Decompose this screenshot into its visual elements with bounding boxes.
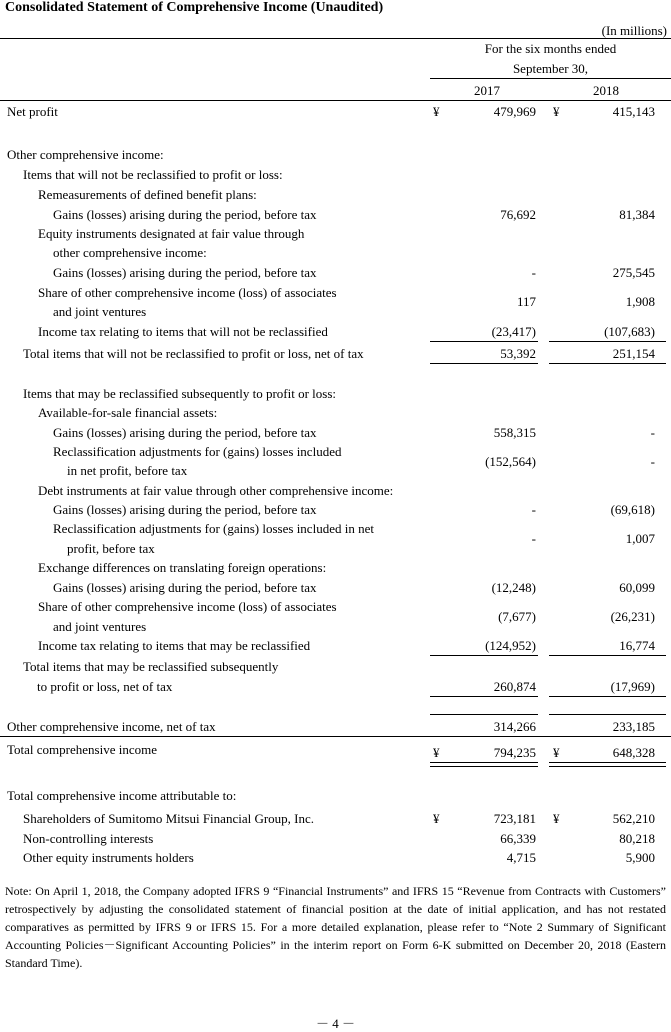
title-rule	[0, 38, 671, 39]
afs-reclass-label1: Reclassification adjustments for (gains) losses included	[53, 444, 342, 459]
fx-gains-label: Gains (losses) arising during the period, before tax	[53, 580, 317, 595]
debt-gains-label: Gains (losses) arising during the period, before tax	[53, 502, 317, 517]
total-may-2017: 260,874	[493, 679, 536, 694]
statement-title: Consolidated Statement of Comprehensive Income (Unaudited)	[5, 0, 384, 15]
income-tax-may-2018: 16,774	[619, 638, 655, 653]
remeasure-heading: Remeasurements of defined benefit plans:	[38, 187, 257, 202]
nci-label: Non-controlling interests	[23, 831, 154, 846]
net-profit-2018: 415,143	[612, 104, 655, 119]
afs-gains-label: Gains (losses) arising during the period, before tax	[53, 425, 317, 440]
equity-heading-2: other comprehensive income:	[53, 245, 207, 260]
debt-gains-2017: -	[531, 502, 536, 517]
subtotal-rule	[430, 655, 538, 656]
header-bottom-rule	[0, 100, 671, 101]
remeasure-gains-label: Gains (losses) arising during the period, before tax	[53, 207, 317, 222]
debt-reclass-label2: profit, before tax	[67, 541, 155, 556]
period-header-rule	[430, 78, 671, 79]
total-rule	[549, 696, 666, 697]
afs-gains-2017: 558,315	[493, 425, 536, 440]
period-header-line2: September 30,	[512, 61, 589, 76]
subtotal-rule	[549, 655, 666, 656]
not-reclass-heading: Items that will not be reclassified to profit or loss:	[23, 167, 283, 182]
total-ci-2018: 648,328	[612, 745, 655, 760]
year-2018-header: 2018	[593, 83, 619, 98]
debt-reclass-2018: 1,007	[625, 531, 655, 546]
share-assoc-2-label1: Share of other comprehensive income (loss) of associates	[38, 599, 337, 614]
afs-reclass-label2: in net profit, before tax	[67, 463, 188, 478]
shareholders-label: Shareholders of Sumitomo Mitsui Financial Group, Inc.	[23, 811, 315, 826]
yen-symbol: ¥	[433, 811, 440, 826]
nci-2018: 80,218	[619, 831, 655, 846]
afs-reclass-2018: -	[650, 454, 655, 469]
yen-symbol: ¥	[553, 745, 560, 760]
afs-reclass-2017: (152,564)	[485, 454, 536, 469]
net-profit-label: Net profit	[7, 104, 58, 119]
section-rule	[0, 736, 671, 737]
income-tax-may-label: Income tax relating to items that may be reclassified	[38, 638, 311, 653]
oci-net-label: Other comprehensive income, net of tax	[7, 719, 216, 734]
remeasure-gains-2018: 81,384	[619, 207, 655, 222]
equity-gains-2017: -	[531, 265, 536, 280]
total-may-label1: Total items that may be reclassified subsequently	[23, 659, 279, 674]
equity-heading-1: Equity instruments designated at fair value through	[38, 226, 305, 241]
yen-symbol: ¥	[433, 745, 440, 760]
total-not-2018: 251,154	[612, 346, 655, 361]
total-not-label: Total items that will not be reclassified to profit or loss, net of tax	[23, 346, 364, 361]
income-tax-not-label: Income tax relating to items that will not be reclassified	[38, 324, 328, 339]
yen-symbol: ¥	[553, 104, 560, 119]
attrib-heading: Total comprehensive income attributable to:	[7, 788, 237, 803]
subtotal-rule	[430, 341, 538, 342]
share-assoc-1-label2: and joint ventures	[53, 304, 147, 319]
share-assoc-1-2017: 117	[516, 294, 536, 309]
oci-net-2018: 233,185	[612, 719, 655, 734]
units-label: (In millions)	[601, 23, 667, 38]
nci-2017: 66,339	[500, 831, 536, 846]
total-ci-label: Total comprehensive income	[7, 742, 157, 757]
other-equity-label: Other equity instruments holders	[23, 850, 194, 865]
total-may-2018: (17,969)	[610, 679, 655, 694]
share-assoc-2-2018: (26,231)	[610, 609, 655, 624]
debt-heading: Debt instruments at fair value through other comprehensive income:	[38, 483, 394, 498]
equity-gains-label: Gains (losses) arising during the period, before tax	[53, 265, 317, 280]
footnote: Note: On April 1, 2018, the Company adopted IFRS 9 “Financial Instruments” and IFRS 15 “Revenue from Contracts with Customers” retrospectively by adjusting the consolidated statement of financial position at the date of initial application, and has not restated comparatives as permitted by IFRS 9 or IFRS 15. For a more detailed explanation, please refer to “Note 2 Summary of Significant Accounting Policies－Significant Accounting Policies” in the interim report on Form 6-K submitted on December 20, 2018 (Eastern Standard Time).	[5, 884, 666, 970]
fx-gains-2017: (12,248)	[491, 580, 536, 595]
oci-net-2017: 314,266	[493, 719, 536, 734]
subtotal-rule	[430, 714, 538, 715]
remeasure-gains-2017: 76,692	[500, 207, 536, 222]
net-profit-2017: 479,969	[493, 104, 536, 119]
income-tax-not-2018: (107,683)	[604, 324, 655, 339]
fx-heading: Exchange differences on translating foreign operations:	[38, 560, 327, 575]
share-assoc-2-2017: (7,677)	[498, 609, 536, 624]
total-ci-2017: 794,235	[493, 745, 536, 760]
period-header-line1: For the six months ended	[484, 41, 617, 56]
yen-symbol: ¥	[433, 104, 440, 119]
shareholders-2018: 562,210	[612, 811, 655, 826]
total-rule	[430, 363, 538, 364]
yen-symbol: ¥	[553, 811, 560, 826]
page-number: － 4 －	[315, 1016, 355, 1031]
debt-gains-2018: (69,618)	[610, 502, 655, 517]
income-tax-not-2017: (23,417)	[491, 324, 536, 339]
double-rule	[430, 762, 538, 767]
total-rule	[549, 363, 666, 364]
afs-heading: Available-for-sale financial assets:	[38, 405, 218, 420]
other-equity-2018: 5,900	[625, 850, 655, 865]
year-2017-header: 2017	[474, 83, 500, 98]
debt-reclass-label1: Reclassification adjustments for (gains) losses included in net	[53, 521, 374, 536]
debt-reclass-2017: -	[531, 531, 536, 546]
may-reclass-heading: Items that may be reclassified subsequently to profit or loss:	[23, 386, 337, 401]
total-may-label2: to profit or loss, net of tax	[37, 679, 173, 694]
subtotal-rule	[549, 341, 666, 342]
fx-gains-2018: 60,099	[619, 580, 655, 595]
afs-gains-2018: -	[650, 425, 655, 440]
oci-heading: Other comprehensive income:	[7, 147, 164, 162]
double-rule	[549, 762, 666, 767]
equity-gains-2018: 275,545	[612, 265, 655, 280]
total-rule	[430, 696, 538, 697]
share-assoc-1-2018: 1,908	[625, 294, 655, 309]
income-tax-may-2017: (124,952)	[485, 638, 536, 653]
subtotal-rule	[549, 714, 666, 715]
share-assoc-1-label1: Share of other comprehensive income (loss) of associates	[38, 285, 337, 300]
shareholders-2017: 723,181	[493, 811, 536, 826]
total-not-2017: 53,392	[500, 346, 536, 361]
share-assoc-2-label2: and joint ventures	[53, 619, 147, 634]
other-equity-2017: 4,715	[506, 850, 536, 865]
